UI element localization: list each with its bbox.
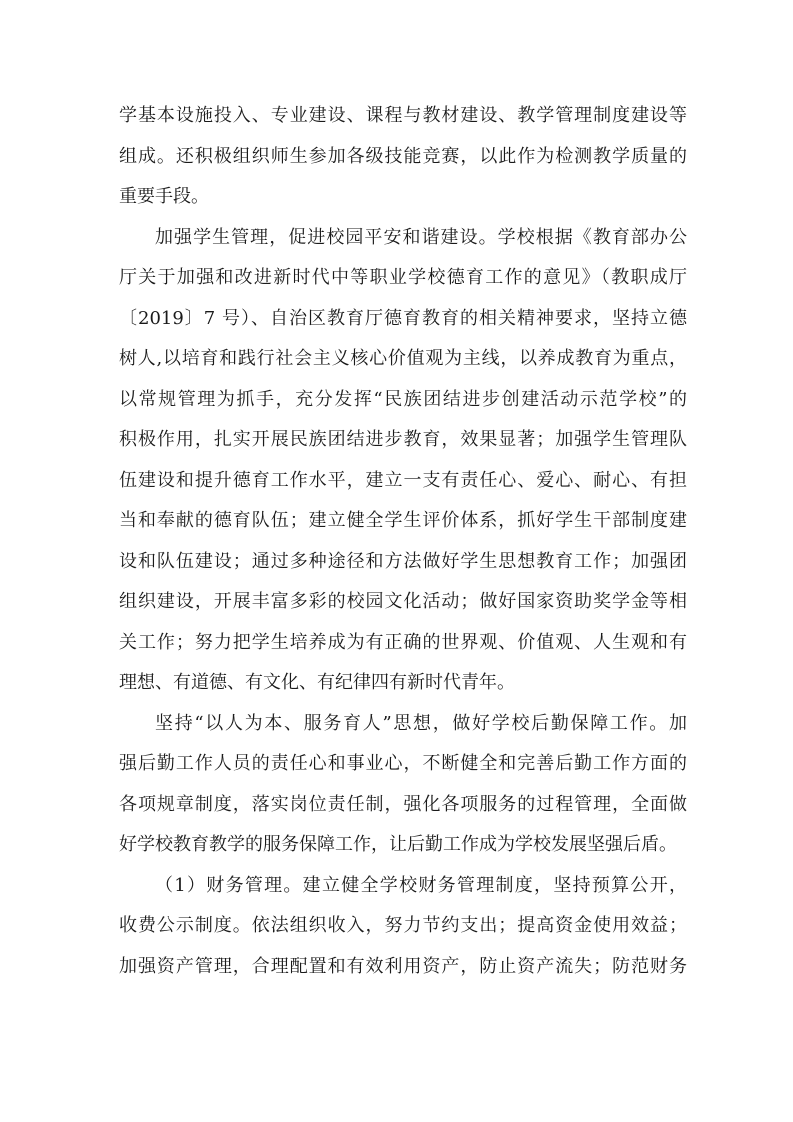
text-line: 关工作；努力把学生培养成为有正确的世界观、价值观、人生观和有 [119,631,687,653]
text-line: 组成。还积极组织师生参加各级技能竞赛，以此作为检测教学质量的 [119,145,687,167]
text-line: 加强资产管理，合理配置和有效利用资产，防止资产流失；防范财务 [119,955,687,977]
text-line: 好学校教育教学的服务保障工作，让后勤工作成为学校发展坚强后盾。 [119,834,677,855]
text-line: 当和奉献的德育队伍；建立健全学生评价体系，抓好学生干部制度建 [119,510,687,531]
text-line: 各项规章制度，落实岗位责任制，强化各项服务的过程管理，全面做 [119,793,687,815]
text-line: 理想、有道德、有文化、有纪律四有新时代青年。 [119,672,515,693]
text-line: 以常规管理为抓手，充分发挥“民族团结进步创建活动示范学校”的 [119,388,687,410]
text-line: 树人,以培育和践行社会主义核心价值观为主线，以养成教育为重点， [119,348,687,369]
text-line: 学基本设施投入、专业建设、课程与教材建设、教学管理制度建设等 [119,105,687,126]
text-line: 设和队伍建设；通过多种途径和方法做好学生思想教育工作；加强团 [119,550,687,572]
text-line: 伍建设和提升德育工作水平，建立一支有责任心、爱心、耐心、有担 [119,469,687,491]
text-line: 坚持“以人为本、服务育人”思想，做好学校后勤保障工作。加 [155,712,687,734]
text-line: 厅关于加强和改进新时代中等职业学校德育工作的意见》（教职成厅 [119,267,687,288]
text-line: 组织建设，开展丰富多彩的校园文化活动；做好国家资助奖学金等相 [119,591,687,612]
text-line: 收费公示制度。依法组织收入，努力节约支出；提高资金使用效益； [119,915,687,936]
text-line: 强后勤工作人员的责任心和事业心，不断健全和完善后勤工作方面的 [119,753,687,774]
text-line: 加强学生管理，促进校园平安和谐建设。学校根据《教育部办公 [155,226,687,248]
text-line: 重要手段。 [119,186,209,207]
text-line: （1）财务管理。建立健全学校财务管理制度，坚持预算公开， [155,874,687,896]
text-line: 积极作用，扎实开展民族团结进步教育，效果显著；加强学生管理队 [119,429,687,450]
text-line: 〔2019〕7 号）、自治区教育厅德育教育的相关精神要求，坚持立德 [119,307,687,329]
document-body [119,96,687,987]
